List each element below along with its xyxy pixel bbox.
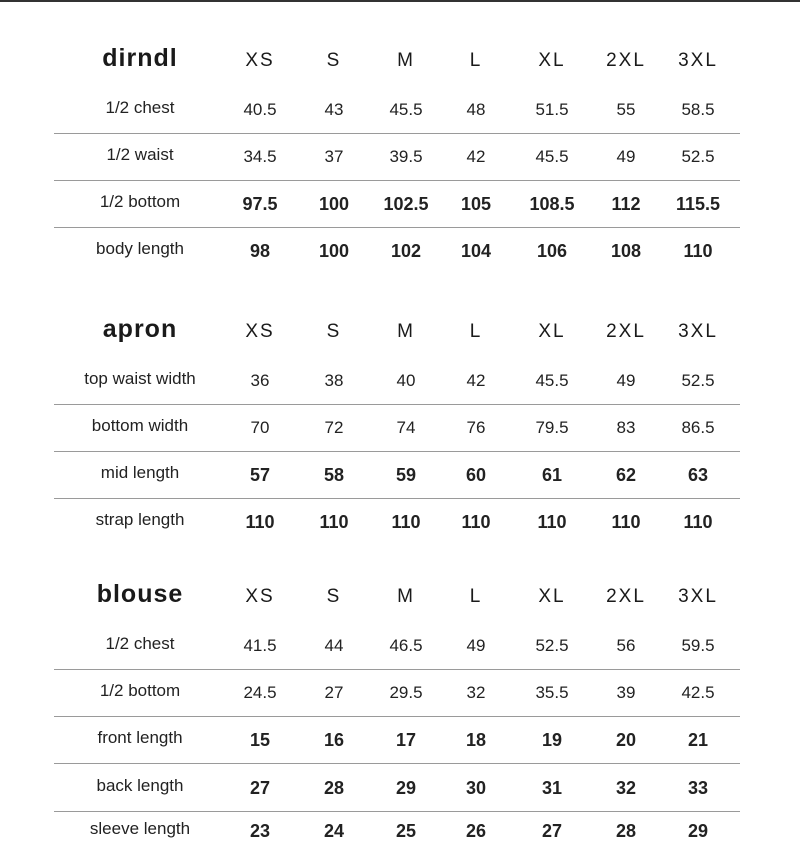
- measurement-cell: 105: [460, 194, 492, 214]
- measurement-cell: 19: [541, 730, 563, 750]
- measurement-cell: 108: [610, 241, 642, 261]
- measurement-cell: 70: [250, 418, 270, 437]
- measurement-cell: 45.5: [389, 100, 423, 119]
- measurement-cell: 42.5: [681, 683, 715, 702]
- measurement-cell: 110: [391, 512, 421, 532]
- size-header: M: [397, 321, 415, 342]
- measurement-cell: 100: [318, 194, 350, 214]
- measurement-cell: 31: [541, 778, 563, 798]
- measurement-cell: 58: [323, 465, 345, 485]
- measurement-cell: 63: [687, 465, 709, 485]
- measurement-cell: 27: [324, 683, 344, 702]
- row-label: 1/2 bottom: [99, 681, 181, 700]
- measurement-cell: 51.5: [535, 100, 569, 119]
- measurement-cell: 97.5: [242, 194, 278, 214]
- row-label: back length: [96, 776, 184, 795]
- measurement-cell: 27: [541, 821, 563, 841]
- measurement-cell: 25: [395, 821, 417, 841]
- size-header: S: [326, 586, 342, 607]
- measurement-cell: 55: [616, 100, 636, 119]
- measurement-cell: 58.5: [681, 100, 715, 119]
- size-header: XS: [245, 321, 275, 342]
- size-header: S: [326, 50, 342, 71]
- measurement-cell: 44: [324, 636, 344, 655]
- size-header: XL: [538, 50, 566, 71]
- measurement-cell: 102: [390, 241, 422, 261]
- row-label: body length: [96, 239, 184, 258]
- measurement-cell: 39.5: [389, 147, 423, 166]
- table-title: blouse: [96, 580, 184, 608]
- size-header: 3XL: [678, 586, 718, 607]
- row-label: strap length: [95, 510, 185, 529]
- measurement-cell: 48: [466, 100, 486, 119]
- size-header: S: [326, 321, 342, 342]
- measurement-cell: 29: [395, 778, 417, 798]
- row-divider: [54, 716, 740, 717]
- measurement-cell: 37: [324, 147, 344, 166]
- size-header: XL: [538, 586, 566, 607]
- measurement-cell: 86.5: [681, 418, 715, 437]
- measurement-cell: 52.5: [681, 371, 715, 390]
- measurement-cell: 98: [249, 241, 271, 261]
- measurement-cell: 62: [615, 465, 637, 485]
- measurement-cell: 108.5: [529, 194, 575, 214]
- size-header: XL: [538, 321, 566, 342]
- row-label: 1/2 waist: [106, 145, 174, 164]
- row-divider: [54, 227, 740, 228]
- measurement-cell: 61: [541, 465, 563, 485]
- measurement-cell: 32: [615, 778, 637, 798]
- measurement-cell: 24.5: [243, 683, 277, 702]
- measurement-cell: 18: [465, 730, 487, 750]
- measurement-cell: 110: [537, 512, 567, 532]
- measurement-cell: 110: [683, 512, 713, 532]
- measurement-cell: 29: [687, 821, 709, 841]
- measurement-cell: 83: [616, 418, 636, 437]
- measurement-cell: 39: [616, 683, 636, 702]
- measurement-cell: 49: [616, 371, 636, 390]
- measurement-cell: 17: [395, 730, 417, 750]
- measurement-cell: 60: [465, 465, 487, 485]
- measurement-cell: 16: [323, 730, 345, 750]
- top-border: [0, 0, 800, 2]
- row-divider: [54, 498, 740, 499]
- measurement-cell: 21: [687, 730, 709, 750]
- measurement-cell: 110: [611, 512, 641, 532]
- measurement-cell: 110: [245, 512, 275, 532]
- row-divider: [54, 451, 740, 452]
- measurement-cell: 24: [323, 821, 345, 841]
- measurement-cell: 52.5: [681, 147, 715, 166]
- table-title: apron: [102, 315, 178, 343]
- measurement-cell: 28: [323, 778, 345, 798]
- row-divider: [54, 404, 740, 405]
- measurement-cell: 110: [461, 512, 491, 532]
- size-header: M: [397, 586, 415, 607]
- measurement-cell: 45.5: [535, 371, 569, 390]
- size-header: 3XL: [678, 321, 718, 342]
- row-label: bottom width: [91, 416, 189, 435]
- measurement-cell: 112: [611, 194, 641, 214]
- row-label: 1/2 bottom: [99, 192, 181, 211]
- measurement-cell: 76: [466, 418, 486, 437]
- row-divider: [54, 811, 740, 812]
- row-divider: [54, 763, 740, 764]
- measurement-cell: 20: [615, 730, 637, 750]
- measurement-cell: 34.5: [243, 147, 277, 166]
- measurement-cell: 106: [536, 241, 568, 261]
- measurement-cell: 42: [466, 147, 486, 166]
- size-header: 2XL: [606, 321, 646, 342]
- measurement-cell: 46.5: [389, 636, 423, 655]
- size-header: XS: [245, 586, 275, 607]
- measurement-cell: 27: [249, 778, 271, 798]
- row-label: mid length: [100, 463, 180, 482]
- measurement-cell: 100: [318, 241, 350, 261]
- size-header: 3XL: [678, 50, 718, 71]
- row-label: sleeve length: [89, 819, 191, 838]
- measurement-cell: 26: [465, 821, 487, 841]
- row-divider: [54, 669, 740, 670]
- measurement-cell: 59: [395, 465, 417, 485]
- size-header: M: [397, 50, 415, 71]
- measurement-cell: 56: [616, 636, 636, 655]
- measurement-cell: 28: [615, 821, 637, 841]
- measurement-cell: 23: [249, 821, 271, 841]
- size-header: 2XL: [606, 586, 646, 607]
- size-header: L: [469, 50, 483, 71]
- row-label: top waist width: [84, 369, 196, 388]
- measurement-cell: 36: [250, 371, 270, 390]
- measurement-cell: 35.5: [535, 683, 569, 702]
- measurement-cell: 52.5: [535, 636, 569, 655]
- measurement-cell: 110: [683, 241, 713, 261]
- measurement-cell: 15: [249, 730, 271, 750]
- measurement-cell: 33: [687, 778, 709, 798]
- size-header: XS: [245, 50, 275, 71]
- table-title: dirndl: [102, 44, 178, 72]
- measurement-cell: 74: [396, 418, 416, 437]
- measurement-cell: 32: [466, 683, 486, 702]
- measurement-cell: 79.5: [535, 418, 569, 437]
- measurement-cell: 49: [616, 147, 636, 166]
- row-label: 1/2 chest: [105, 634, 175, 653]
- measurement-cell: 40.5: [243, 100, 277, 119]
- measurement-cell: 72: [324, 418, 344, 437]
- measurement-cell: 57: [249, 465, 271, 485]
- measurement-cell: 59.5: [681, 636, 715, 655]
- measurement-cell: 42: [466, 371, 486, 390]
- measurement-cell: 38: [324, 371, 344, 390]
- row-divider: [54, 180, 740, 181]
- measurement-cell: 45.5: [535, 147, 569, 166]
- measurement-cell: 104: [460, 241, 492, 261]
- measurement-cell: 115.5: [675, 194, 721, 214]
- row-divider: [54, 133, 740, 134]
- size-header: L: [469, 321, 483, 342]
- size-header: 2XL: [606, 50, 646, 71]
- measurement-cell: 41.5: [243, 636, 277, 655]
- measurement-cell: 40: [396, 371, 416, 390]
- measurement-cell: 110: [319, 512, 349, 532]
- measurement-cell: 43: [324, 100, 344, 119]
- row-label: 1/2 chest: [105, 98, 175, 117]
- measurement-cell: 49: [466, 636, 486, 655]
- size-header: L: [469, 586, 483, 607]
- measurement-cell: 102.5: [383, 194, 429, 214]
- measurement-cell: 30: [465, 778, 487, 798]
- measurement-cell: 29.5: [389, 683, 423, 702]
- row-label: front length: [97, 728, 183, 747]
